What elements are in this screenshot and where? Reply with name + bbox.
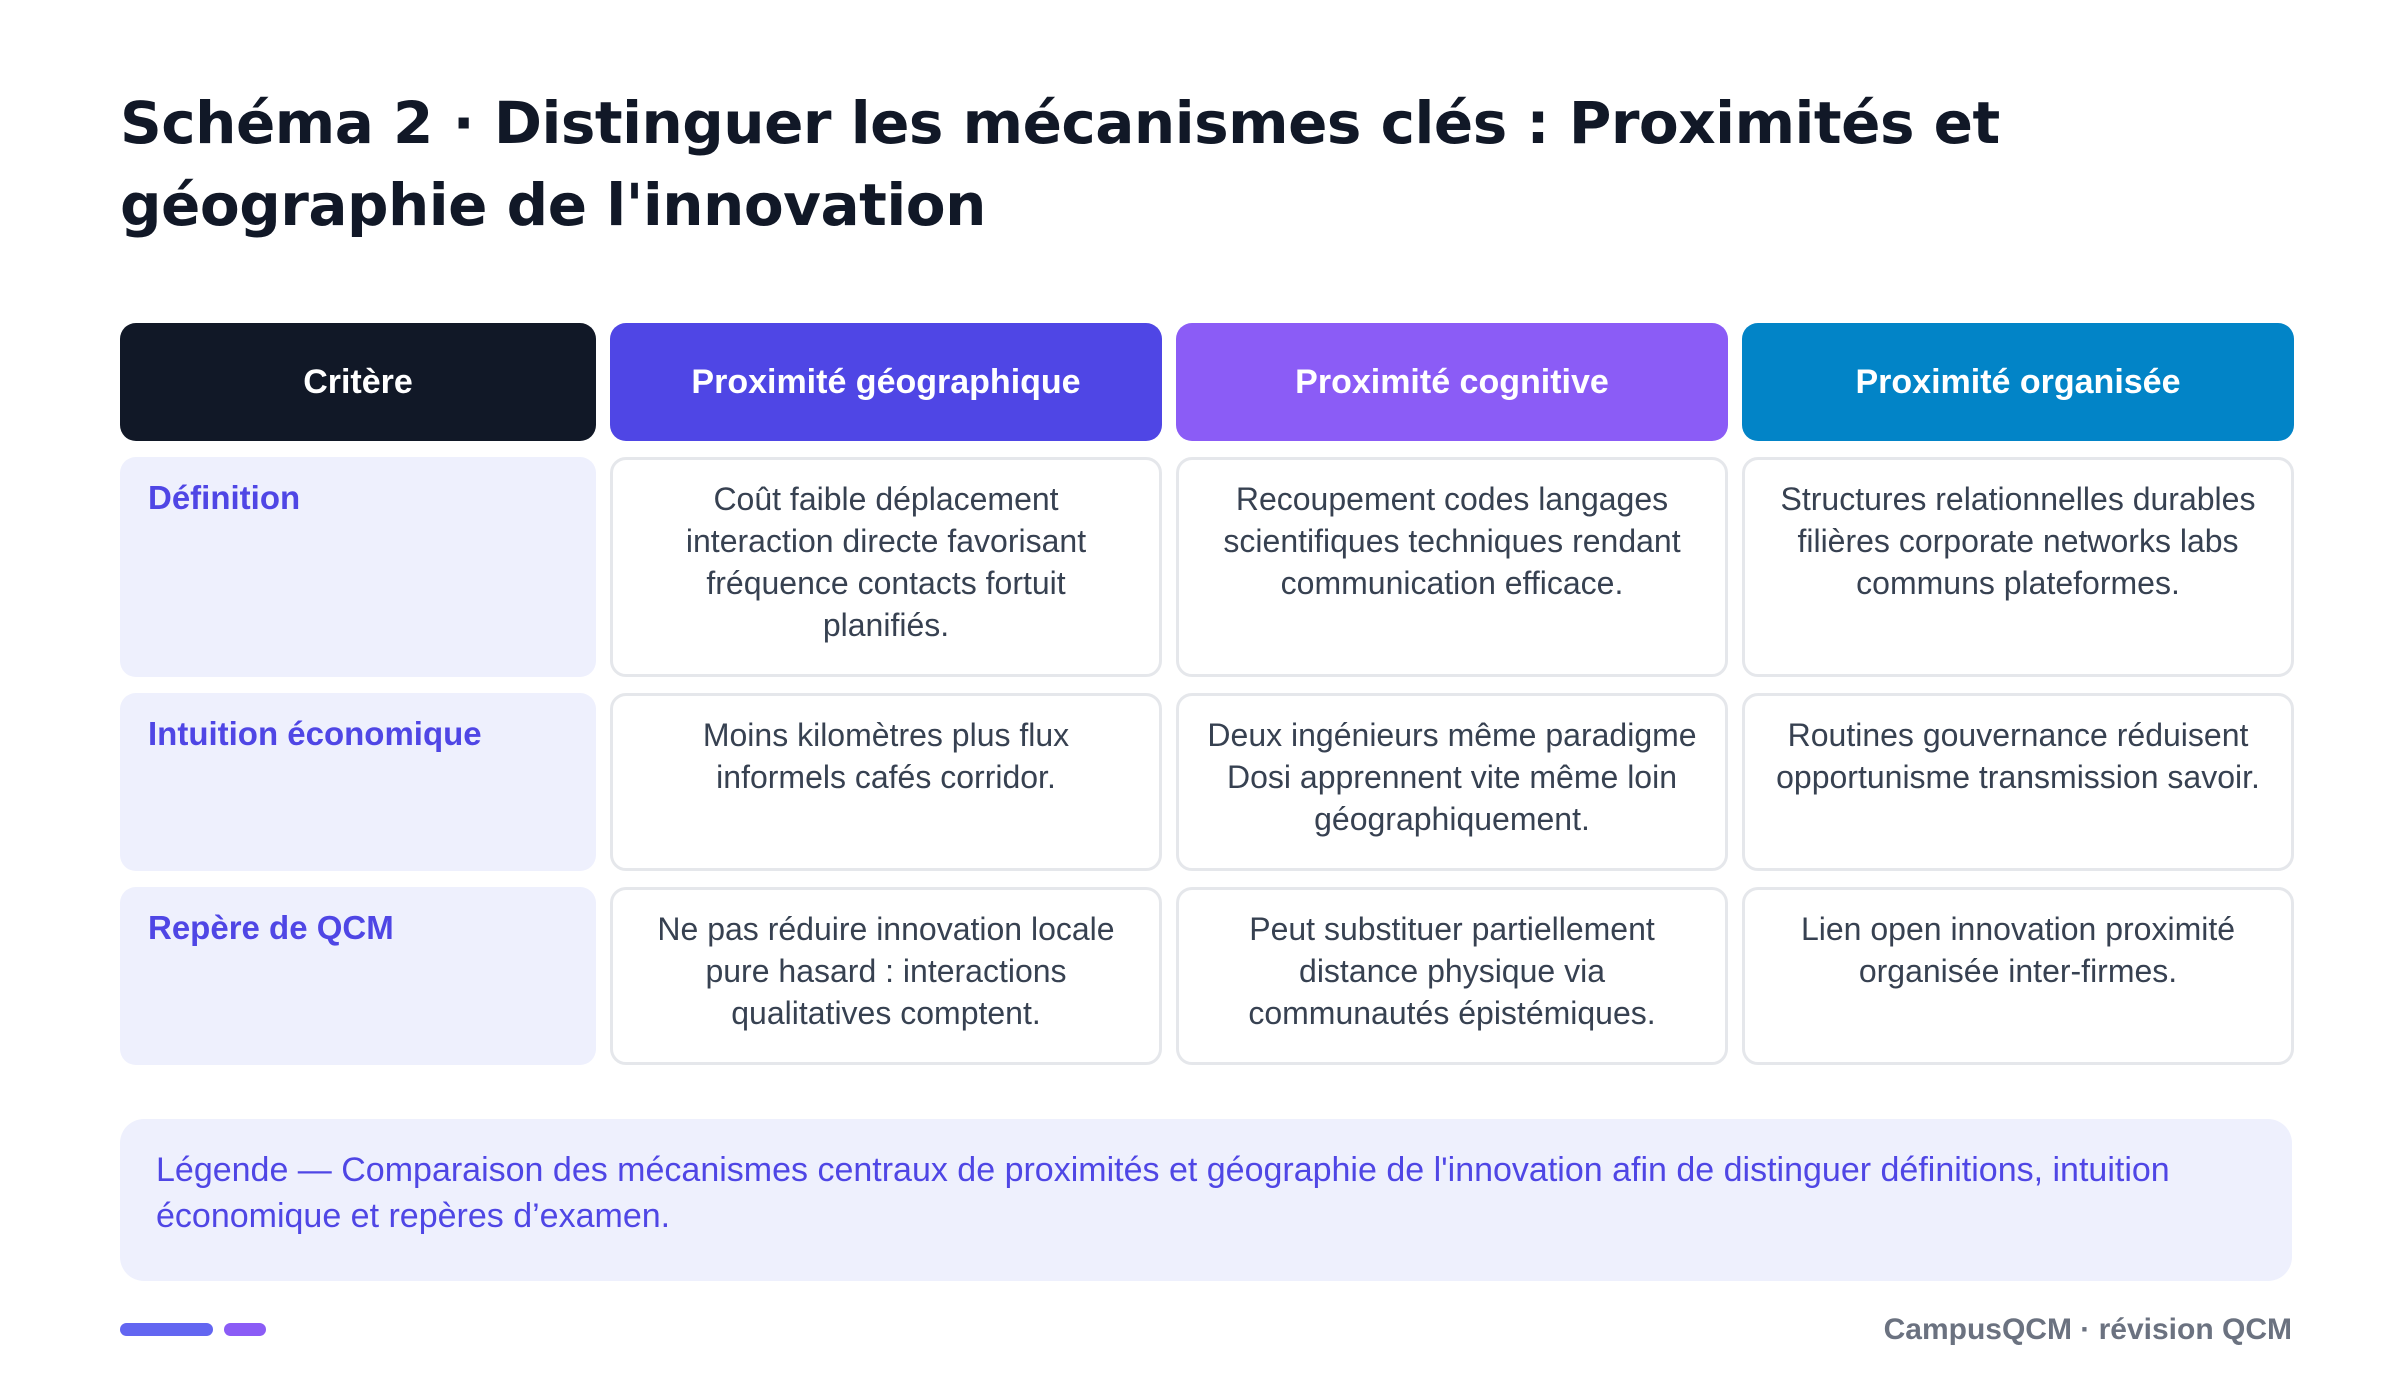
- accent-bar-primary: [120, 1323, 213, 1336]
- cell-intuition-cognitive: Deux ingénieurs même paradigme Dosi apprennent vite même loin géographiquement.: [1176, 693, 1728, 871]
- cell-intuition-geographic: Moins kilomètres plus flux informels cafés corridor.: [610, 693, 1162, 871]
- page-title: Schéma 2 · Distinguer les mécanismes clés : Proximités et géographie de l'innovation: [120, 89, 2000, 239]
- cell-qcm-geographic: Ne pas réduire innovation locale pure hasard : interactions qualitatives comptent.: [610, 887, 1162, 1065]
- header-criterion: Critère: [120, 323, 596, 441]
- legend: Légende — Comparaison des mécanismes centraux de proximités et géographie de l'innovation afin de distinguer définitions, intuition économique et repères d’examen.: [120, 1119, 2292, 1281]
- accent-bar-secondary: [224, 1323, 266, 1336]
- cell-definition-cognitive: Recoupement codes langages scientifiques techniques rendant communication efficace.: [1176, 457, 1728, 677]
- cell-qcm-organized: Lien open innovation proximité organisée inter-firmes.: [1742, 887, 2294, 1065]
- cell-definition-organized: Structures relationnelles durables filières corporate networks labs communs plateformes.: [1742, 457, 2294, 677]
- header-organized-proximity: Proximité organisée: [1742, 323, 2294, 441]
- header-cognitive-proximity: Proximité cognitive: [1176, 323, 1728, 441]
- cell-definition-geographic: Coût faible déplacement interaction directe favorisant fréquence contacts fortuit planifiés.: [610, 457, 1162, 677]
- row-label-qcm-marker: Repère de QCM: [120, 887, 596, 1065]
- footer-brand: CampusQCM · révision QCM: [1883, 1313, 2292, 1346]
- row-label-definition: Définition: [120, 457, 596, 677]
- cell-intuition-organized: Routines gouvernance réduisent opportunisme transmission savoir.: [1742, 693, 2294, 871]
- header-geographic-proximity: Proximité géographique: [610, 323, 1162, 441]
- cell-qcm-cognitive: Peut substituer partiellement distance physique via communautés épistémiques.: [1176, 887, 1728, 1065]
- comparison-table: [120, 323, 2286, 1065]
- row-label-economic-intuition: Intuition économique: [120, 693, 596, 871]
